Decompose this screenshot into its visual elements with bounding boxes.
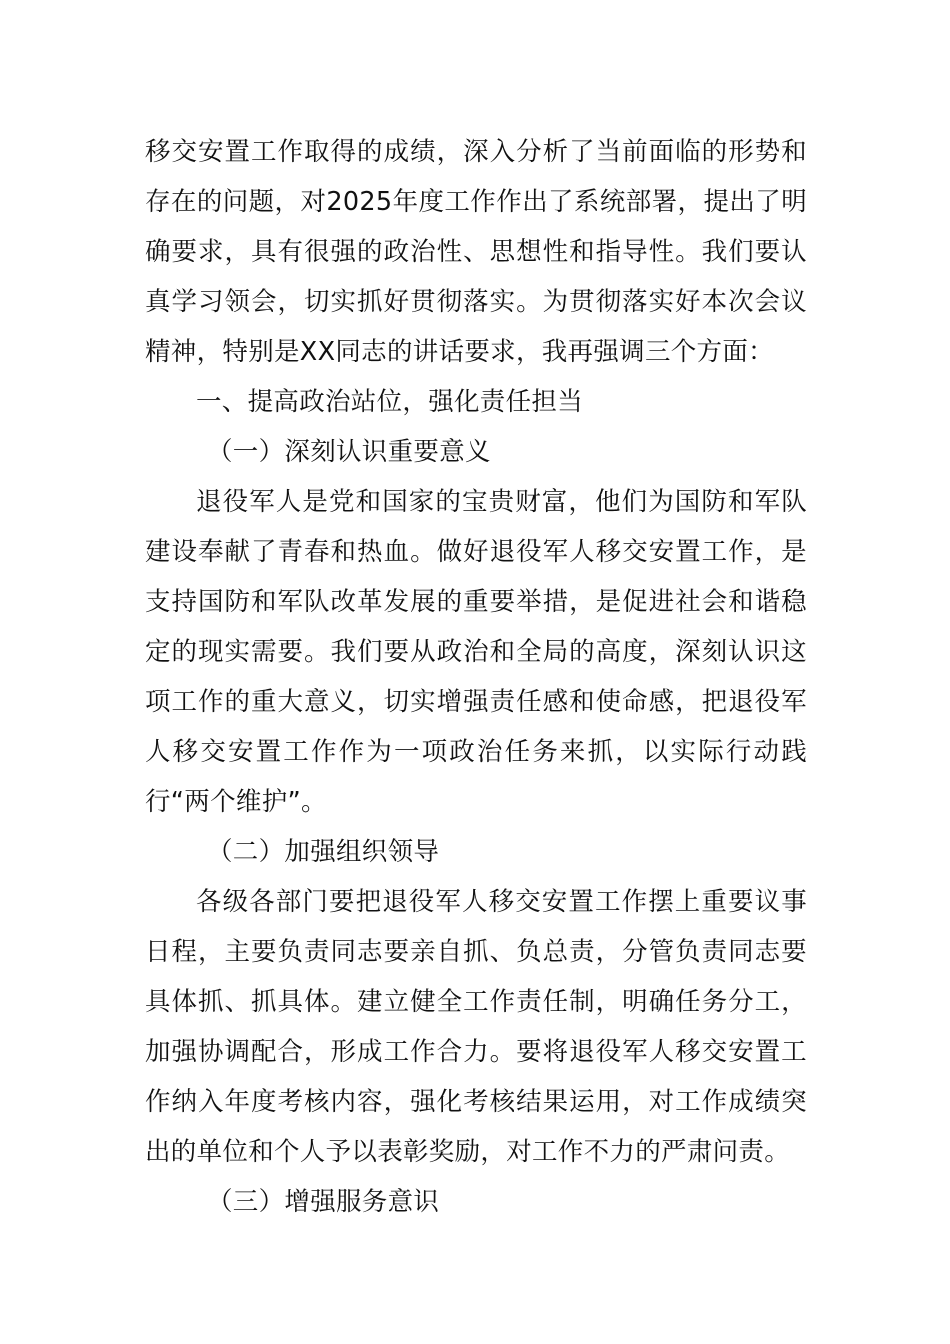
heading-subsection-3: （三）增强服务意识 bbox=[207, 1187, 440, 1217]
heading-section-1: 一、提高政治站位，强化责任担当 bbox=[196, 387, 584, 417]
document-body bbox=[145, 127, 807, 1227]
body-paragraph: 各级各部门要把退役军人移交安置工作摆上重要议事日程，主要负责同志要亲自抓、负总责，分管负责同志要具体抓、抓具体。建立健全工作责任制，明确任务分工，加强协调配合，形成工作合力。要将退役军人移交安置工作纳入年度考核内容，强化考核结果运用，对工作成绩突出的单位和个人予以表彰奖励，对工作不力的严肃问责。 bbox=[145, 887, 807, 1167]
heading-subsection-2: （二）加强组织领导 bbox=[207, 837, 440, 867]
body-paragraph: 退役军人是党和国家的宝贵财富，他们为国防和军队建设奉献了青春和热血。做好退役军人移交安置工作，是支持国防和军队改革发展的重要举措，是促进社会和谐稳定的现实需要。我们要从政治和全局的高度，深刻认识这项工作的重大意义，切实增强责任感和使命感，把退役军人移交安置工作作为一项政治任务来抓，以实际行动践行“两个维护”。 bbox=[145, 487, 807, 817]
body-paragraph-continued: 移交安置工作取得的成绩，深入分析了当前面临的形势和存在的问题，对2025年度工作作出了系统部署，提出了明确要求，具有很强的政治性、思想性和指导性。我们要认真学习领会，切实抓好贯彻落实。为贯彻落实好本次会议精神，特别是XX同志的讲话要求，我再强调三个方面： bbox=[145, 137, 807, 367]
heading-subsection-1: （一）深刻认识重要意义 bbox=[207, 437, 491, 467]
